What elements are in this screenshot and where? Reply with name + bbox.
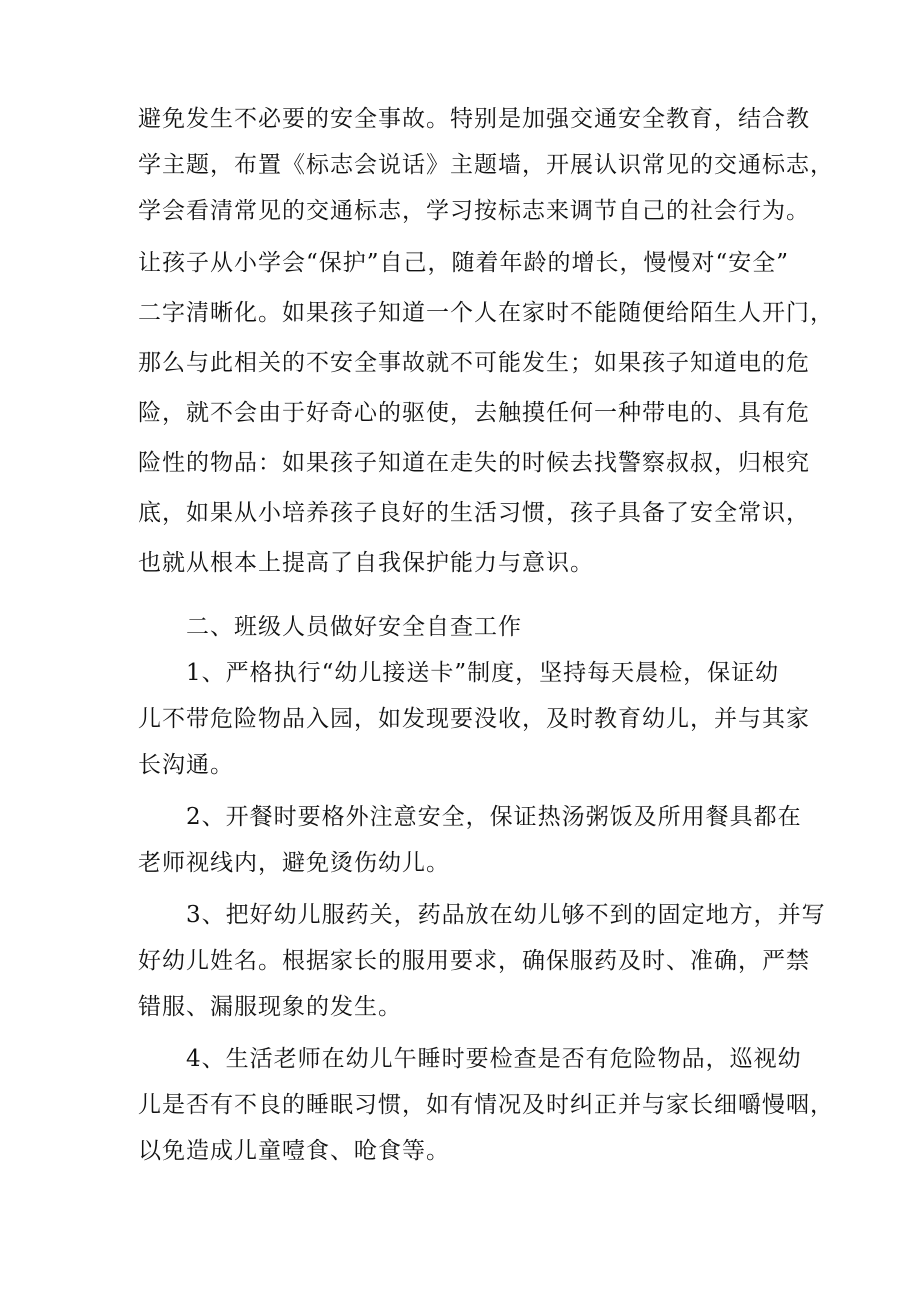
text-line: 学会看清常见的交通标志，学习按标志来调节自己的社会行为。 — [138, 198, 810, 224]
text-line: 以免造成儿童噎食、呛食等。 — [138, 1138, 450, 1164]
paragraph-gap — [138, 586, 788, 604]
text-line: 避免发生不必要的安全事故。特别是加强交通安全教育，结合教 — [138, 106, 810, 132]
text-line: 老师视线内，避免烫伤幼儿。 — [138, 850, 450, 876]
item-2 — [138, 794, 802, 886]
text-line: 长沟通。 — [138, 752, 234, 778]
text-line: 4、生活老师在幼儿午睡时要检查是否有危险物品，巡视幼 — [186, 1046, 802, 1072]
item-1 — [138, 650, 810, 788]
text-line: 儿是否有不良的睡眠习惯，如有情况及时纠正并与家长细嚼慢咽， — [138, 1092, 834, 1118]
text-line: 儿不带危险物品入园，如发现要没收，及时教育幼儿，并与其家 — [138, 706, 810, 732]
text-line: 也就从根本上提高了自我保护能力与意识。 — [138, 550, 594, 576]
item-3 — [138, 892, 826, 1030]
item-4 — [138, 1036, 834, 1174]
text-line: 3、把好幼儿服药关，药品放在幼儿够不到的固定地方，并写 — [186, 902, 826, 928]
document-body — [138, 96, 834, 1174]
text-line: 让孩子从小学会“保护”自己，随着年龄的增长，慢慢对“安全” — [138, 250, 790, 276]
text-line: 险性的物品：如果孩子知道在走失的时候去找警察叔叔，归根究 — [138, 450, 810, 476]
section-heading — [138, 604, 788, 650]
text-line: 那么与此相关的不安全事故就不可能发生；如果孩子知道电的危 — [138, 350, 810, 376]
text-line: 错服、漏服现象的发生。 — [138, 994, 402, 1020]
text-line: 二字清晰化。如果孩子知道一个人在家时不能随便给陌生人开门， — [138, 300, 834, 326]
text-line: 1、严格执行“幼儿接送卡”制度，坚持每天晨检，保证幼 — [186, 660, 780, 686]
section-heading-text: 二、班级人员做好安全自查工作 — [186, 614, 522, 640]
text-line: 2、开餐时要格外注意安全，保证热汤粥饭及所用餐具都在 — [186, 804, 802, 830]
text-line: 险，就不会由于好奇心的驱使，去触摸任何一种带电的、具有危 — [138, 400, 810, 426]
text-line: 底，如果从小培养孩子良好的生活习惯，孩子具备了安全常识， — [138, 500, 810, 526]
paragraph-intro — [138, 96, 834, 586]
text-line: 好幼儿姓名。根据家长的服用要求，确保服药及时、准确，严禁 — [138, 948, 810, 974]
text-line: 学主题，布置《标志会说话》主题墙，开展认识常见的交通标志， — [138, 152, 834, 178]
